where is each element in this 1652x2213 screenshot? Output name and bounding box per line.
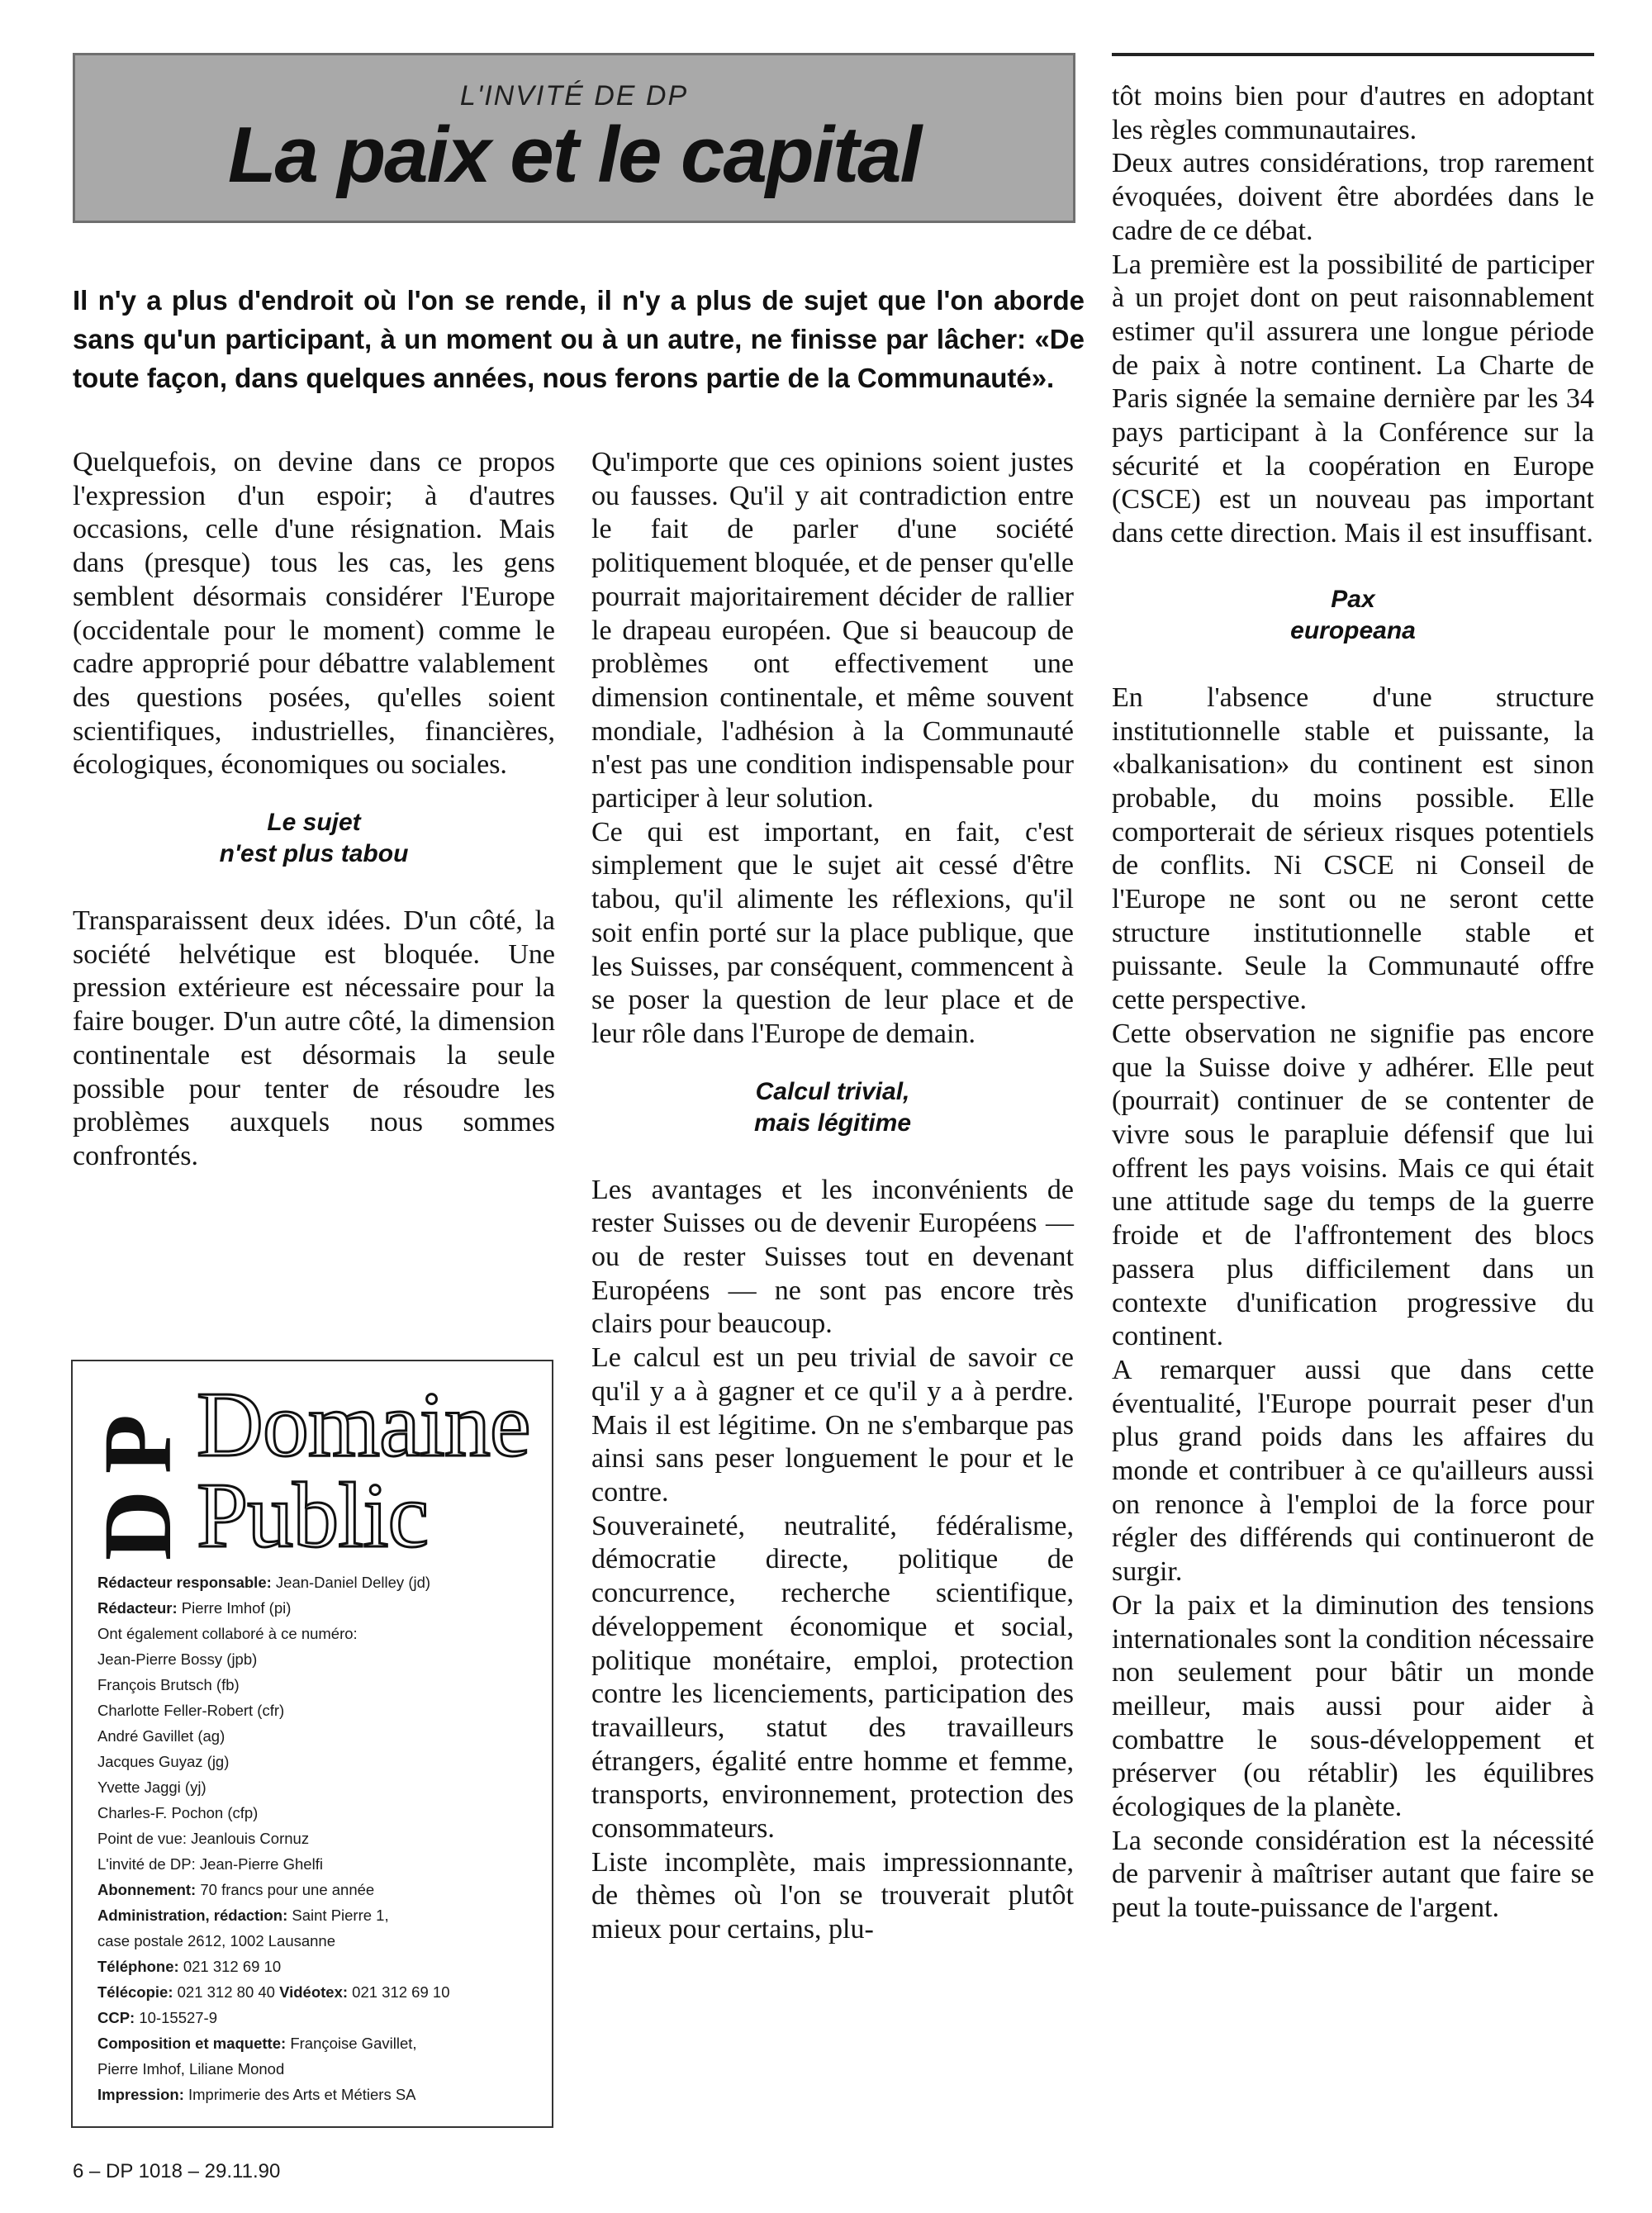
paragraph: Souveraineté, neutralité, fédéralisme, démocratie directe, politique de concurrence, recherche scientifique, développement économique et social, politique monétaire, emploi, protection contre les licenciements, participation des travailleurs, statut des travailleurs étrangers, égalité entre homme et femme, transports, environnement, protection des consommateurs. bbox=[591, 1510, 1074, 1845]
paragraph: Or la paix et la diminution des tensions internationales sont la condition nécessaire non seulement pour bâtir un monde meilleur, mais aussi pour aider à combattre le sous-développement et préserver (ou rétablir) les équilibres écologiques de la planète. bbox=[1112, 1589, 1594, 1823]
credit-line: Yvette Jaggi (yj) bbox=[97, 1778, 206, 1796]
subheading-line: n'est plus tabou bbox=[219, 840, 409, 868]
paragraph: La seconde considération est la nécessité de parvenir à maîtriser autant que faire se peut la toute-puissance de l'argent. bbox=[1112, 1825, 1594, 1924]
article-column-3 bbox=[1112, 80, 1594, 1926]
column-top-rule bbox=[1112, 53, 1594, 56]
credit-line: case postale 2612, 1002 Lausanne bbox=[97, 1932, 336, 1949]
credit-line: Composition et maquette: Françoise Gavillet, bbox=[97, 2035, 417, 2052]
credit-line: Télécopie: 021 312 80 40 Vidéotex: 021 312 69 10 bbox=[97, 1983, 450, 2001]
brand-name bbox=[197, 1374, 530, 1567]
credit-line: Ont également collaboré à ce numéro: bbox=[97, 1625, 358, 1642]
page-footer: 6 – DP 1018 – 29.11.90 bbox=[73, 2160, 281, 2182]
paragraph: Deux autres considérations, trop rarement évoquées, doivent être abordées dans le cadre de ce débat. bbox=[1112, 148, 1594, 246]
paragraph: Transparaissent deux idées. D'un côté, la société helvétique est bloquée. Une pression extérieure est nécessaire pour la faire bouger. D'un autre côté, la dimension continentale est désormais la seule possible pour tenter de résoudre les problèmes auxquels nous sommes confrontés. bbox=[73, 905, 555, 1171]
masthead-box bbox=[71, 1360, 553, 2128]
article-headline: La paix et le capital bbox=[227, 111, 921, 199]
subheading-line: Le sujet bbox=[267, 809, 361, 837]
article-header-box bbox=[73, 53, 1075, 223]
credit-line: Jean-Pierre Bossy (jpb) bbox=[97, 1650, 258, 1668]
credit-line: L'invité de DP: Jean-Pierre Ghelfi bbox=[97, 1855, 323, 1873]
credit-line: François Brutsch (fb) bbox=[97, 1676, 240, 1693]
paragraph: Les avantages et les inconvénients de rester Suisses ou de devenir Européens — ou de rester Suisses tout en devenant Européens — ne sont pas encore très clairs pour beaucoup. bbox=[591, 1174, 1074, 1340]
subheading-line: Pax bbox=[1331, 585, 1375, 613]
credit-line: André Gavillet (ag) bbox=[97, 1727, 225, 1745]
subheading bbox=[1112, 584, 1594, 647]
paragraph: Quelquefois, on devine dans ce propos l'expression d'un espoir; à d'autres occasions, celle d'une résignation. Mais dans (presque) tous les cas, les gens semblent désormais considérer l'Europe (occidentale pour le moment) comme le cadre approprié pour débattre valablement des questions posées, qu'elles soient scientifiques, industrielles, financières, écologiques, économiques ou sociales. bbox=[73, 447, 555, 781]
paragraph: Cette observation ne signifie pas encore que la Suisse doive y adhérer. Elle peut (pourrait) continuer de se contenter de vivre sous le parapluie défensif que lui offrent les pays voisins. Mais ce qui était une attitude sage du temps de la guerre froide et de l'affrontement des blocs passera plus difficilement dans un contexte d'unification progressive du continent. bbox=[1112, 1018, 1594, 1352]
subheading-line: mais légitime bbox=[753, 1109, 912, 1137]
credit-line: Jacques Guyaz (jg) bbox=[97, 1753, 230, 1770]
article-lead: Il n'y a plus d'endroit où l'on se rende, il n'y a plus de sujet que l'on aborde sans qu'un participant, à un moment ou à un autre, ne finisse par lâcher: «De toute façon, dans quelques années, nous ferons partie de la Communauté». bbox=[73, 285, 1085, 393]
subheading-line: europeana bbox=[1290, 616, 1416, 644]
subheading-line: Calcul trivial, bbox=[755, 1077, 910, 1105]
paragraph: Le calcul est un peu trivial de savoir ce qu'il y a à gagner et ce qu'il y a à perdre. Mais il est légitime. On ne s'embarque pas ainsi sans peser longuement le pour et le contre. bbox=[591, 1342, 1074, 1508]
credit-line: CCP: 10-15527-9 bbox=[97, 2009, 218, 2026]
credit-line: Administration, rédaction: Saint Pierre 1, bbox=[97, 1907, 389, 1924]
paragraph: La première est la possibilité de participer à un projet dont on peut raisonnablement estimer qu'il assurera une longue période de paix à notre continent. La Charte de Paris signée la semaine dernière par les 34 pays participant à la Conférence sur la sécurité et la coopération en Europe (CSCE) est un nouveau pas important dans cette direction. Mais il est insuffisant. bbox=[1112, 249, 1594, 549]
paragraph: Qu'importe que ces opinions soient justes ou fausses. Qu'il y ait contradiction entre le fait de parler d'une société politiquement bloquée, et de penser qu'elle pourrait majoritairement décider de rallier le drapeau européen. Que si beaucoup de problèmes ont effectivement une dimension continentale, et même souvent mondiale, l'adhésion à la Communauté n'est pas une condition indispensable pour participer à leur solution. bbox=[591, 447, 1074, 814]
masthead-credits bbox=[97, 1570, 535, 2107]
brand-line: Domaine bbox=[197, 1374, 530, 1476]
brand-line: Public bbox=[197, 1465, 429, 1567]
subheading bbox=[591, 1076, 1074, 1139]
credit-line: Charles-F. Pochon (cfp) bbox=[97, 1804, 259, 1821]
credit-line: Rédacteur responsable: Jean-Daniel Delley (jd) bbox=[97, 1574, 431, 1591]
article-column-2 bbox=[591, 446, 1074, 1947]
paragraph: A remarquer aussi que dans cette éventualité, l'Europe pourrait peser d'un plus grand poids dans les affaires du monde et contribuer à ce qu'ailleurs aussi on renonce à l'emploi de la force pour régler des différends qui continueront de surgir. bbox=[1112, 1354, 1594, 1588]
paragraph: Ce qui est important, en fait, c'est simplement que le sujet ait cessé d'être tabou, qu'il alimente les réflexions, qu'il soit enfin porté sur la place publique, que les Suisses, par conséquent, commencent à se poser la question de leur place et de leur rôle dans l'Europe de demain. bbox=[591, 816, 1074, 1049]
paragraph: En l'absence d'une structure institutionnelle stable et puissante, la «balkanisation» du continent est sinon probable, du moins possible. Elle comporterait de sérieux risques potentiels de conflits. Ni CSCE ni Conseil de l'Europe ne sont ou ne seront cette structure institutionnelle stable et puissante. Seule la Communauté offre cette perspective. bbox=[1112, 681, 1594, 1016]
article-column-1 bbox=[73, 446, 555, 1174]
credit-line: Impression: Imprimerie des Arts et Métiers SA bbox=[97, 2086, 416, 2103]
credit-line: Abonnement: 70 francs pour une année bbox=[97, 1881, 375, 1898]
credit-line: Point de vue: Jeanlouis Cornuz bbox=[97, 1830, 310, 1847]
credit-line: Téléphone: 021 312 69 10 bbox=[97, 1958, 282, 1975]
credit-line: Rédacteur: Pierre Imhof (pi) bbox=[97, 1599, 292, 1617]
dp-logo-letters: DP bbox=[83, 1398, 192, 1561]
credit-line: Pierre Imhof, Liliane Monod bbox=[97, 2060, 285, 2078]
paragraph: Liste incomplète, mais impressionnante, de thèmes où l'on se trouverait plutôt mieux pour certains, plu- bbox=[591, 1846, 1074, 1945]
credit-line: Charlotte Feller-Robert (cfr) bbox=[97, 1702, 285, 1719]
paragraph: tôt moins bien pour d'autres en adoptant les règles communautaires. bbox=[1112, 81, 1594, 145]
subheading bbox=[73, 807, 555, 870]
section-kicker: L'INVITÉ DE DP bbox=[459, 80, 689, 112]
